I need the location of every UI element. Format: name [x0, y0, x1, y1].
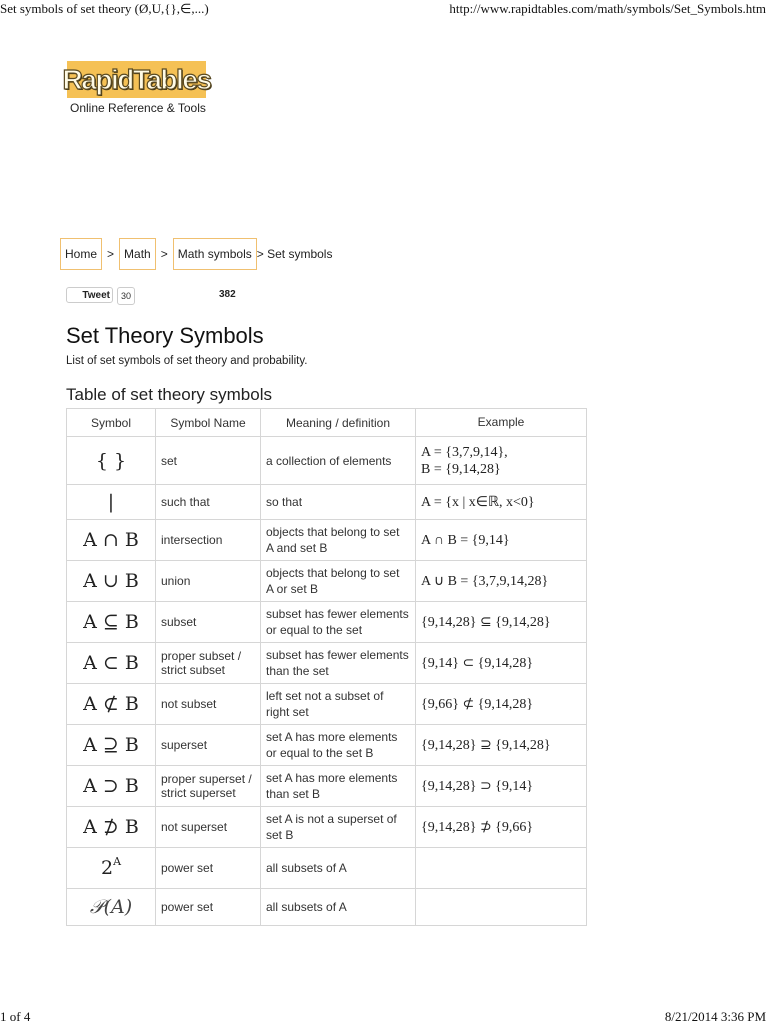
breadcrumb-math-symbols[interactable]: Math symbols — [173, 238, 257, 270]
tweet-button[interactable]: Tweet — [66, 287, 113, 303]
meaning-cell: set A has more elements than set B — [261, 766, 416, 807]
table-heading: Table of set theory symbols — [66, 385, 272, 404]
table-row — [67, 602, 587, 643]
power-set-base: 2 — [100, 857, 114, 879]
tweet-count: 30 — [117, 287, 135, 305]
symbol-cell: | — [67, 485, 156, 520]
name-cell: not subset — [156, 684, 261, 725]
header-example: Example — [416, 409, 587, 437]
rapidtables-logo[interactable] — [62, 61, 211, 98]
meaning-cell: set A is not a superset of set B — [261, 807, 416, 848]
table-row — [67, 889, 587, 926]
example-cell: {9,14,28} ⊃ {9,14} — [416, 766, 587, 807]
table-row — [67, 520, 587, 561]
table-row — [67, 725, 587, 766]
table-row — [67, 807, 587, 848]
symbol-cell: A ⊅ B — [67, 807, 156, 848]
symbol-cell — [67, 848, 156, 889]
example-cell: A ∩ B = {9,14} — [416, 520, 587, 561]
logo-text: RapidTables — [62, 63, 211, 95]
name-cell: such that — [156, 485, 261, 520]
table-row — [67, 485, 587, 520]
set-symbols-table — [66, 408, 587, 926]
name-cell: not superset — [156, 807, 261, 848]
print-footer-page: 1 of 4 — [0, 1009, 31, 1024]
symbol-cell: A ∩ B — [67, 520, 156, 561]
meaning-cell: set A has more elements or equal to the set B — [261, 725, 416, 766]
meaning-cell: so that — [261, 485, 416, 520]
meaning-cell: all subsets of A — [261, 889, 416, 926]
page-title: Set Theory Symbols — [66, 323, 264, 348]
breadcrumb-current: > Set symbols — [256, 247, 333, 261]
meaning-cell: objects that belong to set A and set B — [261, 520, 416, 561]
table-row — [67, 643, 587, 684]
example-cell: A ∪ B = {3,7,9,14,28} — [416, 561, 587, 602]
table-header-row — [67, 409, 587, 437]
symbol-cell: A ∪ B — [67, 561, 156, 602]
symbol-cell: A ⊄ B — [67, 684, 156, 725]
meaning-cell: subset has fewer elements or equal to the set — [261, 602, 416, 643]
name-cell: set — [156, 437, 261, 485]
header-meaning: Meaning / definition — [261, 409, 416, 437]
symbol-cell: A ⊂ B — [67, 643, 156, 684]
table-row — [67, 848, 587, 889]
name-cell: proper superset / strict superset — [156, 766, 261, 807]
meaning-cell: all subsets of A — [261, 848, 416, 889]
power-set-exponent: A — [113, 855, 122, 868]
symbol-cell: { } — [67, 437, 156, 485]
example-cell: {9,14,28} ⊆ {9,14,28} — [416, 602, 587, 643]
name-cell: superset — [156, 725, 261, 766]
example-cell: {9,66} ⊄ {9,14,28} — [416, 684, 587, 725]
meaning-cell: a collection of elements — [261, 437, 416, 485]
example-line: A = {3,7,9,14}, — [421, 444, 508, 460]
meaning-cell: left set not a subset of right set — [261, 684, 416, 725]
symbol-cell: A ⊃ B — [67, 766, 156, 807]
name-cell: power set — [156, 848, 261, 889]
example-cell — [416, 889, 587, 926]
example-line: B = {9,14,28} — [421, 461, 501, 477]
name-cell: intersection — [156, 520, 261, 561]
breadcrumb-math[interactable]: Math — [119, 238, 156, 270]
example-cell: A = {x | x∈ℝ, x<0} — [416, 485, 587, 520]
header-symbol-name: Symbol Name — [156, 409, 261, 437]
example-cell — [416, 437, 587, 485]
example-cell — [416, 848, 587, 889]
breadcrumb-home[interactable]: Home — [60, 238, 102, 270]
name-cell: union — [156, 561, 261, 602]
tagline: Online Reference & Tools — [70, 101, 206, 115]
name-cell: subset — [156, 602, 261, 643]
table-row — [67, 561, 587, 602]
breadcrumb — [60, 238, 337, 270]
example-cell: {9,14} ⊂ {9,14,28} — [416, 643, 587, 684]
symbol-cell: A ⊆ B — [67, 602, 156, 643]
breadcrumb-separator: > — [160, 247, 168, 261]
table-row — [67, 437, 587, 485]
print-footer-datetime: 8/21/2014 3:36 PM — [664, 1009, 766, 1024]
example-cell: {9,14,28} ⊇ {9,14,28} — [416, 725, 587, 766]
print-header-title: Set symbols of set theory (Ø,U,{},∈,...) — [0, 1, 209, 16]
intro-text: List of set symbols of set theory and probability. — [66, 355, 308, 367]
example-cell: {9,14,28} ⊅ {9,66} — [416, 807, 587, 848]
symbol-cell: A ⊇ B — [67, 725, 156, 766]
meaning-cell: objects that belong to set A or set B — [261, 561, 416, 602]
like-count: 382 — [219, 289, 236, 300]
name-cell: power set — [156, 889, 261, 926]
header-symbol: Symbol — [67, 409, 156, 437]
meaning-cell: subset has fewer elements than the set — [261, 643, 416, 684]
table-row — [67, 684, 587, 725]
table-row — [67, 766, 587, 807]
breadcrumb-separator: > — [107, 247, 115, 261]
name-cell: proper subset / strict subset — [156, 643, 261, 684]
print-header-url: http://www.rapidtables.com/math/symbols/Set_Symbols.htm — [449, 1, 766, 16]
symbol-cell: 𝒫(A) — [67, 889, 156, 926]
